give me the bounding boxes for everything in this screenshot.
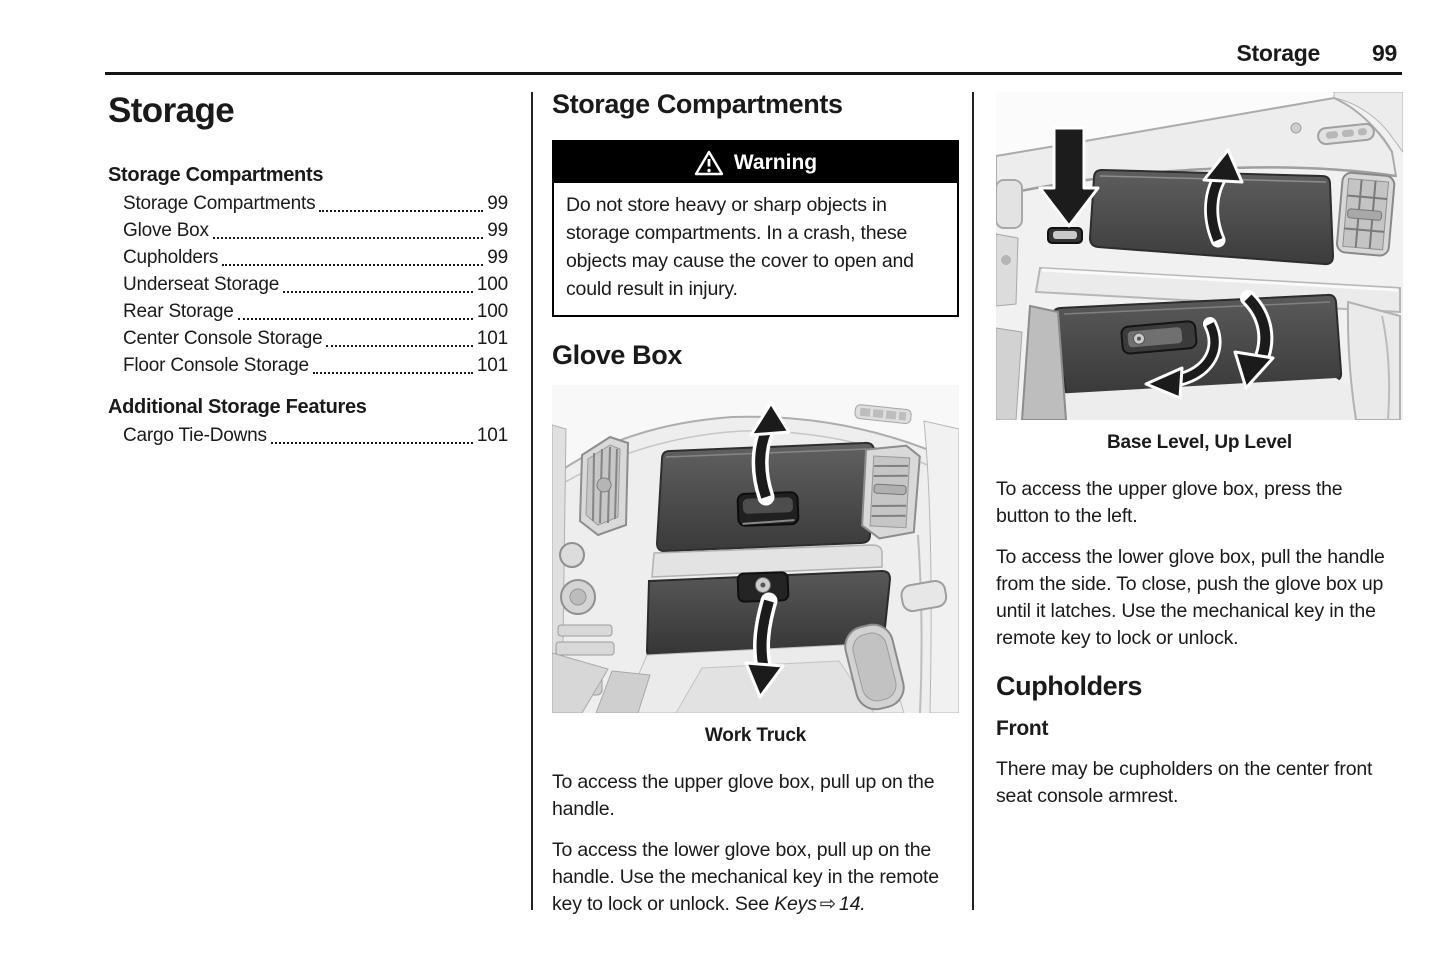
toc-entry-page: 101 bbox=[476, 328, 508, 349]
toc-entry-page: 99 bbox=[487, 220, 508, 241]
toc-entry-label: Floor Console Storage bbox=[123, 355, 309, 376]
dashboard-glove-box-illustration bbox=[552, 385, 959, 713]
figure-caption: Base Level, Up Level bbox=[1106, 432, 1293, 453]
right-air-vent bbox=[1336, 172, 1395, 256]
toc-section-heading: Additional Storage Features bbox=[108, 396, 367, 418]
cross-reference-page: 14. bbox=[838, 893, 866, 915]
section-heading-glove-box: Glove Box bbox=[552, 340, 682, 370]
toc-leader-dots bbox=[319, 210, 483, 212]
toc-column bbox=[108, 88, 508, 449]
warning-title: Warning bbox=[733, 150, 818, 174]
toc-entry-label: Glove Box bbox=[123, 220, 209, 241]
warning-box-header bbox=[554, 142, 957, 183]
lower-glove-box-handle bbox=[1121, 321, 1197, 354]
toc-entry-label: Cargo Tie-Downs bbox=[123, 425, 267, 446]
warning-box bbox=[552, 140, 959, 317]
toc-leader-dots bbox=[271, 442, 473, 444]
base-up-level-figure bbox=[996, 92, 1403, 454]
cross-reference-arrow-icon: ⇨ bbox=[819, 893, 836, 915]
toc-leader-dots bbox=[222, 264, 483, 266]
toc-entry bbox=[108, 298, 508, 325]
header-page-number: 99 bbox=[1372, 40, 1397, 66]
body-paragraph: To access the upper glove box, press the button to the left. bbox=[996, 478, 1343, 527]
toc-leader-dots bbox=[313, 372, 473, 374]
cross-reference-keys: Keys bbox=[774, 893, 817, 915]
base-up-level-figure-image bbox=[996, 92, 1403, 420]
body-paragraph bbox=[552, 837, 944, 918]
toc-entry-page: 101 bbox=[476, 425, 508, 446]
chapter-title: Storage bbox=[108, 91, 235, 130]
toc-entry bbox=[108, 325, 508, 352]
left-air-vent bbox=[580, 437, 628, 535]
toc-entry-page: 99 bbox=[487, 193, 508, 214]
header-section-title: Storage bbox=[1236, 40, 1321, 66]
toc-leader-dots bbox=[238, 318, 473, 320]
body-paragraph: There may be cupholders on the center front seat console armrest. bbox=[996, 758, 1373, 807]
warning-triangle-icon bbox=[694, 150, 724, 176]
figure-caption: Work Truck bbox=[704, 725, 807, 746]
work-truck-figure-image bbox=[552, 385, 959, 713]
glove-box-release-button bbox=[1048, 228, 1082, 243]
toc-entry bbox=[108, 244, 508, 271]
section-heading-storage-compartments: Storage Compartments bbox=[552, 89, 843, 119]
toc-entry-page: 99 bbox=[487, 247, 508, 268]
toc-entry-label: Center Console Storage bbox=[123, 328, 323, 349]
column-divider-left bbox=[531, 92, 533, 910]
body-paragraph: To access the lower glove box, pull the handle from the side. To close, push the glove box up until it latches. Use the mechanical key in the remote key to lock or unlock. bbox=[996, 546, 1385, 649]
toc-entry-label: Storage Compartments bbox=[123, 193, 316, 214]
content-column-middle bbox=[552, 88, 959, 918]
toc-entry-label: Rear Storage bbox=[123, 301, 234, 322]
toc-entry bbox=[108, 217, 508, 244]
column-divider-right bbox=[972, 92, 974, 910]
toc-section-heading: Storage Compartments bbox=[108, 164, 324, 186]
toc-entry-page: 100 bbox=[476, 274, 508, 295]
toc-entry-page: 101 bbox=[476, 355, 508, 376]
content-column-right bbox=[996, 88, 1403, 810]
toc-entry bbox=[108, 271, 508, 298]
paragraph-text: To access the lower glove box, pull up on the handle. Use the mechanical key in the remote key to lock or unlock. See bbox=[552, 839, 939, 915]
work-truck-figure bbox=[552, 385, 959, 747]
header-rule bbox=[105, 72, 1402, 75]
section-heading-cupholders: Cupholders bbox=[996, 671, 1143, 701]
subheading-front: Front bbox=[996, 717, 1049, 740]
right-air-vent bbox=[861, 444, 920, 541]
toc-entry bbox=[108, 190, 508, 217]
toc-entry bbox=[108, 352, 508, 379]
toc-leader-dots bbox=[326, 345, 472, 347]
toc-entry-label: Cupholders bbox=[123, 247, 219, 268]
toc-leader-dots bbox=[283, 291, 473, 293]
toc-entry-label: Underseat Storage bbox=[123, 274, 280, 295]
toc-entry bbox=[108, 422, 508, 449]
toc-entry-page: 100 bbox=[476, 301, 508, 322]
body-paragraph: To access the upper glove box, pull up on the handle. bbox=[552, 771, 935, 820]
toc-leader-dots bbox=[213, 237, 483, 239]
warning-body-text: Do not store heavy or sharp objects in storage compartments. In a crash, these objects may cause the cover to open and could result in injury. bbox=[566, 194, 914, 300]
page-header bbox=[1236, 40, 1397, 67]
dashboard-glove-box-illustration-2 bbox=[996, 92, 1403, 420]
